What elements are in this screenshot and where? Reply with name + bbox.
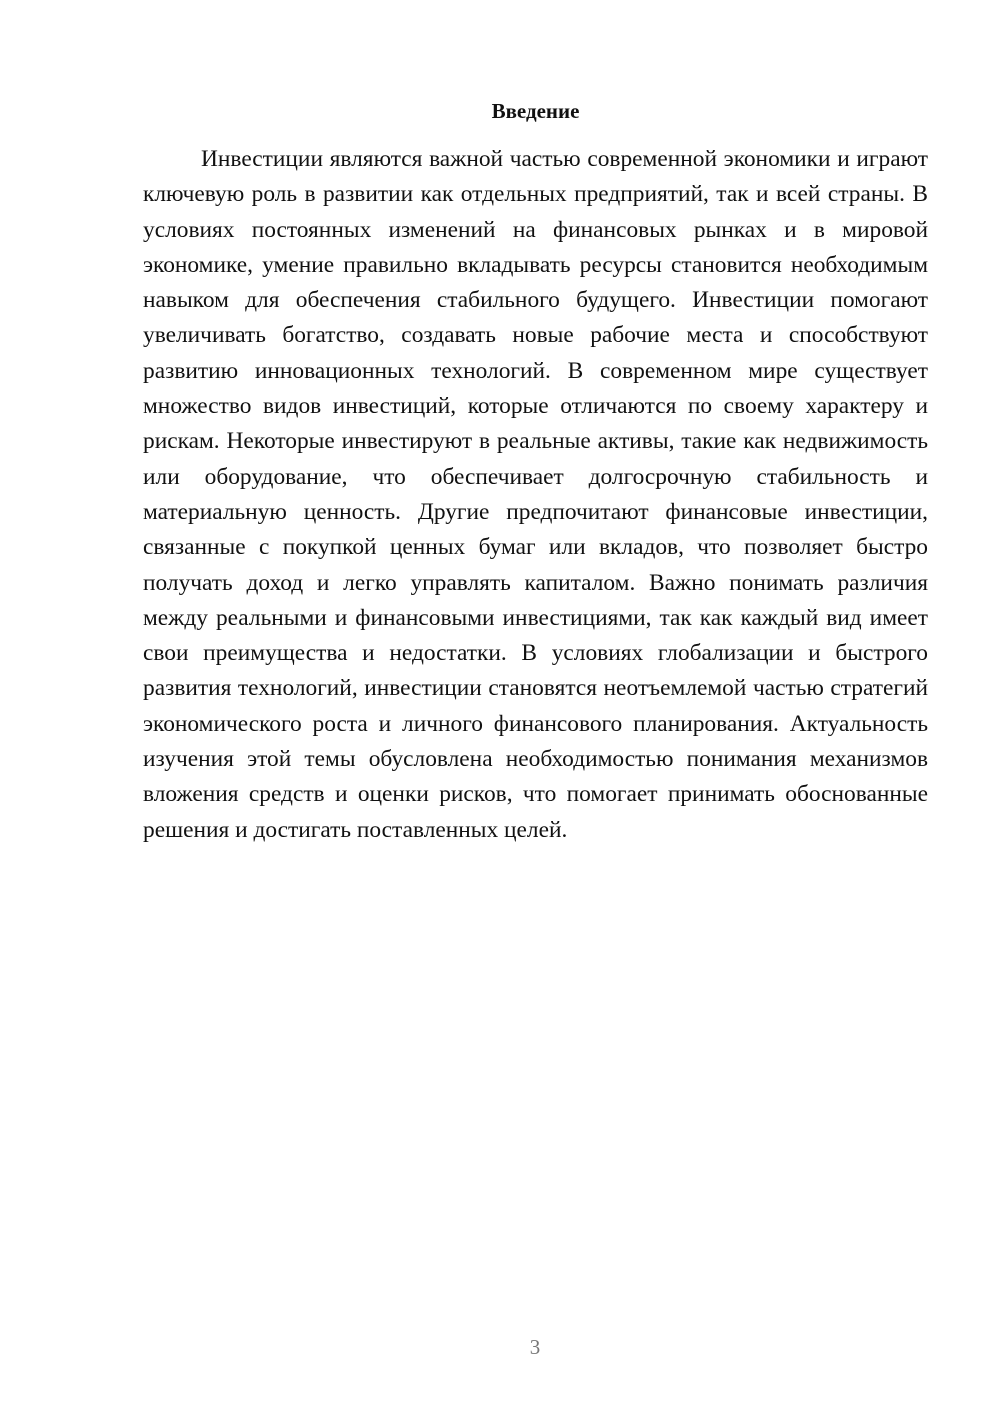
section-heading: Введение [491, 99, 580, 123]
page-number: 3 [529, 1335, 541, 1359]
body-paragraph: Инвестиции являются важной частью современной экономики и играют ключевую роль в развитии как отдельных предприятий, так и всей страны. В условиях постоянных изменений на финансовых рынках и в мировой экономике, умение правильно вкладывать ресурсы становится необходимым навыком для обеспечения стабильного будущего. Инвестиции помогают увеличивать богатство, создавать новые рабочие места и способствуют развитию инновационных технологий. В современном мире существует множество видов инвестиций, которые отличаются по своему характеру и рискам. Некоторые инвестируют в реальные активы, такие как недвижимость или оборудование, что обеспечивает долгосрочную стабильность и материальную ценность. Другие предпочитают финансовые инвестиции, связанные с покупкой ценных бумаг или вкладов, что позволяет быстро получать доход и легко управлять капиталом. Важно понимать различия между реальными и финансовыми инвестициями, так как каждый вид имеет свои преимущества и недостатки. В условиях глобализации и быстрого развития технологий, инвестиции становятся неотъемлемой частью стратегий экономического роста и личного финансового планирования. Актуальность изучения этой темы обусловлена необходимостью понимания механизмов вложения средств и оценки рисков, что помогает принимать обоснованные решения и достигать поставленных целей. [143, 146, 928, 843]
